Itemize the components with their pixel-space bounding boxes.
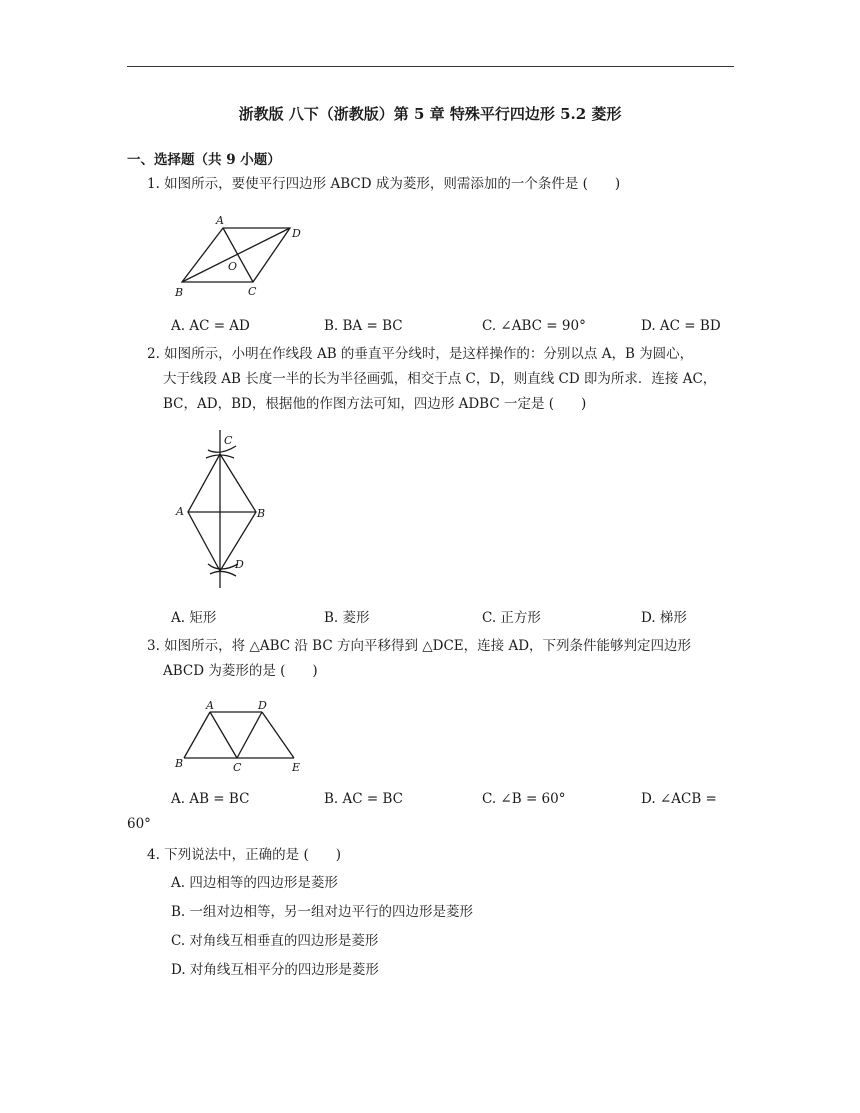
question-2-text-line-3: BC，AD，BD，根据他的作图方法可知，四边形 ADBC 一定是 ( ) — [163, 396, 587, 412]
question-2-figure — [170, 428, 266, 593]
arc-bottom-2 — [210, 571, 236, 576]
segment-dc — [237, 712, 262, 758]
question-2-option-d[interactable]: D. 梯形 — [641, 610, 687, 626]
question-2-text-line-1: 2. 如图所示，小明在作线段 AB 的垂直平分线时，是这样操作的：分别以点 A，B 为圆心， — [147, 346, 694, 362]
segment-ab — [184, 712, 210, 758]
question-3-text-line-2: ABCD 为菱形的是 ( ) — [163, 663, 318, 679]
question-4-option-c[interactable]: C. 对角线互相垂直的四边形是菱形 — [171, 933, 379, 949]
label-e: E — [292, 761, 301, 774]
question-3-option-a[interactable]: A. AB = BC — [171, 791, 250, 807]
question-4-option-a[interactable]: A. 四边相等的四边形是菱形 — [171, 875, 338, 891]
question-3-option-d-continuation: 60° — [127, 816, 151, 832]
page-title: 浙教版 八下（浙教版）第 5 章 特殊平行四边形 5.2 菱形 — [238, 105, 622, 123]
label-a: A — [206, 699, 214, 712]
label-d: D — [235, 558, 244, 571]
question-2-option-a[interactable]: A. 矩形 — [171, 610, 217, 626]
question-1-text: 1. 如图所示，要使平行四边形 ABCD 成为菱形，则需添加的一个条件是 ( ) — [147, 176, 621, 192]
diagonal-ac — [223, 228, 253, 282]
label-o: O — [228, 260, 238, 273]
question-1-option-c[interactable]: C. ∠ABC = 90° — [482, 318, 586, 334]
segment-de — [262, 712, 294, 758]
question-2-option-b[interactable]: B. 菱形 — [324, 610, 370, 626]
question-3-option-d[interactable]: D. ∠ACB = — [641, 791, 717, 807]
question-4-text: 4. 下列说法中，正确的是 ( ) — [147, 847, 341, 863]
label-c: C — [224, 434, 233, 447]
segment-ac — [210, 712, 237, 758]
question-1-option-b[interactable]: B. BA = BC — [324, 318, 403, 334]
label-b: B — [257, 507, 266, 520]
label-b: B — [175, 286, 184, 299]
label-a: A — [216, 214, 224, 227]
label-c: C — [248, 285, 257, 298]
question-2-text-line-2: 大于线段 AB 长度一半的长为半径画弧，相交于点 C，D，则直线 CD 即为所求．连接 AC， — [163, 371, 717, 387]
label-a: A — [176, 505, 184, 518]
question-3-figure — [170, 698, 310, 778]
label-d: D — [258, 699, 267, 712]
question-4-option-b[interactable]: B. 一组对边相等，另一组对边平行的四边形是菱形 — [171, 904, 474, 920]
question-2-option-c[interactable]: C. 正方形 — [482, 610, 541, 626]
question-4-option-d[interactable]: D. 对角线互相平分的四边形是菱形 — [171, 962, 379, 978]
question-3-text-line-1: 3. 如图所示，将 △ABC 沿 BC 方向平移得到 △DCE，连接 AD，下列条件能够判定四边形 — [147, 638, 692, 654]
label-b: B — [175, 757, 184, 770]
section-heading: 一、选择题（共 9 小题） — [127, 152, 281, 168]
question-1-figure — [170, 212, 310, 302]
label-c: C — [233, 761, 242, 774]
question-1-option-a[interactable]: A. AC = AD — [171, 318, 250, 334]
question-1-option-d[interactable]: D. AC = BD — [641, 318, 721, 334]
diagonal-bd — [182, 228, 290, 282]
question-3-option-b[interactable]: B. AC = BC — [324, 791, 403, 807]
question-3-option-c[interactable]: C. ∠B = 60° — [482, 791, 566, 807]
label-d: D — [292, 227, 301, 240]
header-rule — [127, 66, 734, 67]
